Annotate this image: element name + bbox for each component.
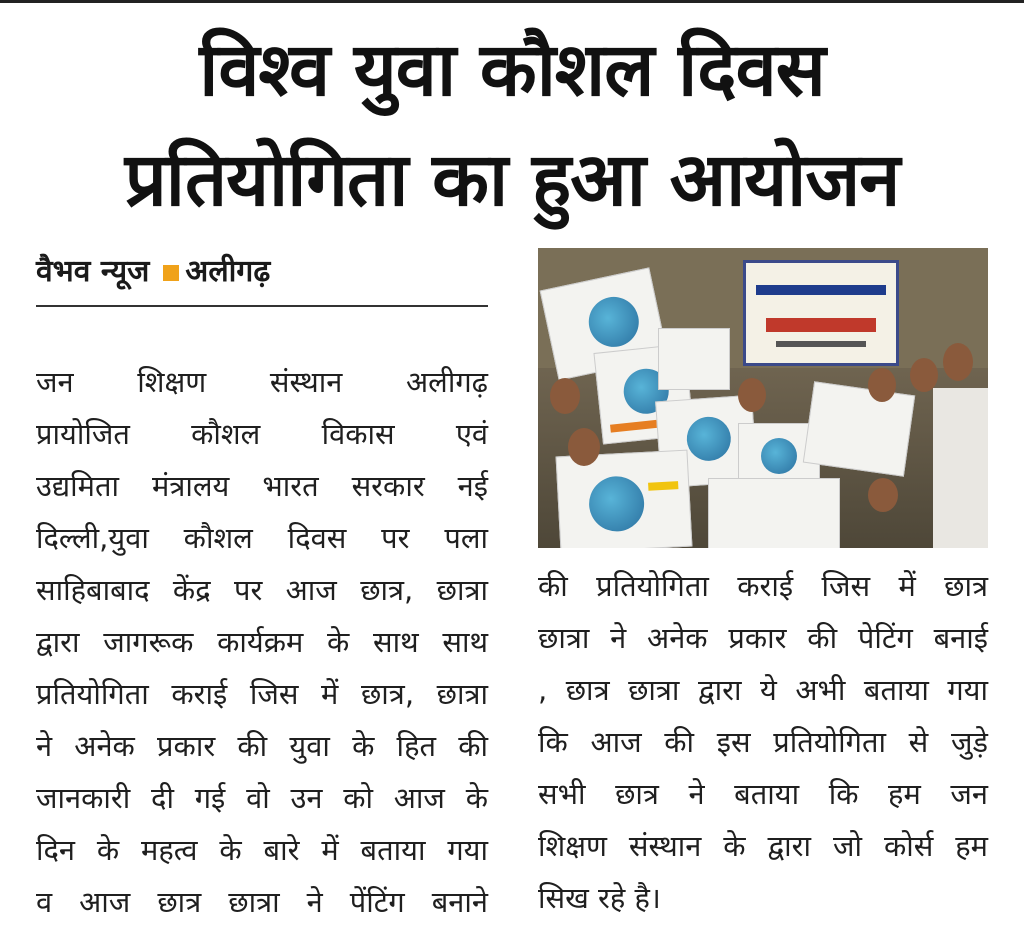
person [550, 378, 580, 414]
article-line: कि आज की इस प्रतियोगिता से जुड़े [538, 725, 988, 759]
article-line: ने अनेक प्रकार की युवा के हित की [36, 729, 488, 763]
byline-divider [36, 305, 488, 307]
byline [36, 252, 270, 292]
article-line: प्रतियोगिता कराई जिस में छात्र, छात्रा [36, 677, 488, 711]
news-photo [538, 248, 988, 548]
painting-poster [556, 450, 693, 548]
article-line: दिन के महत्व के बारे में बताया गया [36, 833, 488, 867]
article-line: शिक्षण संस्थान के द्वारा जो कोर्स हम [538, 829, 988, 863]
painting-poster [658, 328, 730, 390]
article-left-column [36, 356, 488, 928]
article-line: जन शिक्षण संस्थान अलीगढ़ [36, 365, 488, 399]
article-line: जानकारी दी गई वो उन को आज के [36, 781, 488, 815]
article-line: द्वारा जागरूक कार्यक्रम के साथ साथ [36, 625, 488, 659]
byline-marker-icon [163, 265, 179, 281]
article-line: छात्रा ने अनेक प्रकार की पेटिंग बनाई [538, 621, 988, 655]
painting-poster [803, 381, 915, 476]
article-right-column [538, 560, 988, 924]
person [738, 378, 766, 412]
person [868, 368, 896, 402]
headline-line-1: विश्व युवा कौशल दिवस [199, 27, 825, 113]
headline-line-2: प्रतियोगिता का हुआ आयोजन [124, 137, 900, 223]
photo-banner [743, 260, 899, 366]
article-line: दिल्ली,युवा कौशल दिवस पर पला [36, 521, 488, 555]
person [910, 358, 938, 392]
painting-poster [708, 478, 840, 548]
article-line: सभी छात्र ने बताया कि हम जन [538, 777, 988, 811]
article-line: उद्यमिता मंत्रालय भारत सरकार नई [36, 469, 488, 503]
article-line: की प्रतियोगिता कराई जिस में छात्र [538, 569, 988, 603]
person-clothing [933, 388, 988, 548]
byline-location: अलीगढ़ [185, 254, 271, 289]
person [943, 343, 973, 381]
article-line: व आज छात्र छात्रा ने पेंटिंग बनाने [36, 885, 488, 919]
article-line: सिख रहे है। [538, 881, 661, 915]
article-line: साहिबाबाद केंद्र पर आज छात्र, छात्रा [36, 573, 488, 607]
byline-source: वैभव न्यूज [36, 254, 150, 289]
article-line: , छात्र छात्रा द्वारा ये अभी बताया गया [538, 673, 988, 707]
article-line: प्रायोजित कौशल विकास एवं [36, 417, 488, 451]
person [868, 478, 898, 512]
top-rule [0, 0, 1024, 3]
person [568, 428, 600, 466]
